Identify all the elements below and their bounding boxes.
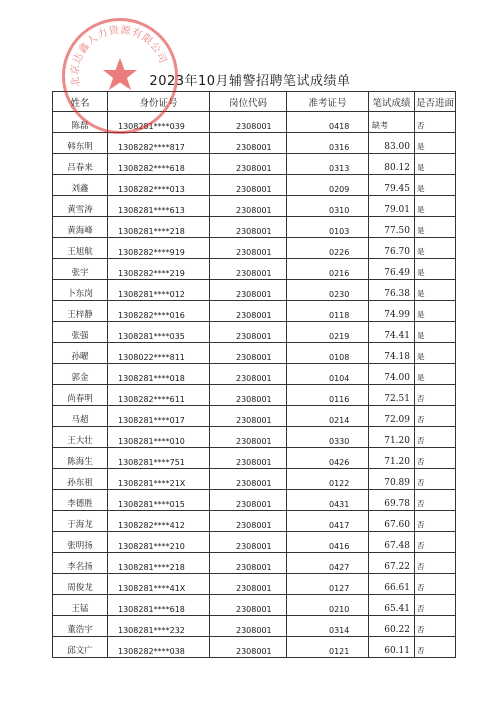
cell-score: 83.00 bbox=[369, 133, 415, 154]
table-row bbox=[53, 322, 456, 343]
col-header-score: 笔试成绩 bbox=[369, 92, 415, 112]
cell-id: 1308282****038 bbox=[108, 637, 210, 658]
table-row bbox=[53, 301, 456, 322]
cell-exam-no: 0314 bbox=[287, 616, 369, 637]
table-row bbox=[53, 196, 456, 217]
cell-post: 2308001 bbox=[210, 196, 287, 217]
cell-name: 董浩宇 bbox=[53, 616, 108, 637]
cell-post: 2308001 bbox=[210, 322, 287, 343]
cell-exam-no: 0103 bbox=[287, 217, 369, 238]
cell-name: 孙东祖 bbox=[53, 469, 108, 490]
cell-post: 2308001 bbox=[210, 574, 287, 595]
cell-id: 1308281****210 bbox=[108, 532, 210, 553]
cell-score: 72.09 bbox=[369, 406, 415, 427]
table-row bbox=[53, 154, 456, 175]
table-row bbox=[53, 112, 456, 133]
cell-id: 1308281****017 bbox=[108, 406, 210, 427]
cell-post: 2308001 bbox=[210, 427, 287, 448]
cell-id: 1308022****811 bbox=[108, 343, 210, 364]
cell-score: 76.49 bbox=[369, 259, 415, 280]
cell-score: 60.22 bbox=[369, 616, 415, 637]
cell-exam-no: 0427 bbox=[287, 553, 369, 574]
cell-id: 1308281****218 bbox=[108, 217, 210, 238]
cell-name: 王旭航 bbox=[53, 238, 108, 259]
cell-name: 张明扬 bbox=[53, 532, 108, 553]
cell-score: 79.45 bbox=[369, 175, 415, 196]
cell-name: 孙曜 bbox=[53, 343, 108, 364]
page-title: 2023年10月辅警招聘笔试成绩单 bbox=[149, 74, 351, 89]
cell-exam-no: 0416 bbox=[287, 532, 369, 553]
cell-id: 1308282****919 bbox=[108, 238, 210, 259]
cell-advance: 否 bbox=[415, 553, 456, 574]
cell-score: 79.01 bbox=[369, 196, 415, 217]
cell-exam-no: 0219 bbox=[287, 322, 369, 343]
cell-name: 尚春明 bbox=[53, 385, 108, 406]
cell-post: 2308001 bbox=[210, 259, 287, 280]
cell-id: 1308281****012 bbox=[108, 280, 210, 301]
cell-score: 76.38 bbox=[369, 280, 415, 301]
cell-score: 80.12 bbox=[369, 154, 415, 175]
table-row bbox=[53, 448, 456, 469]
cell-score: 65.41 bbox=[369, 595, 415, 616]
cell-id: 1308281****21X bbox=[108, 469, 210, 490]
cell-exam-no: 0116 bbox=[287, 385, 369, 406]
cell-exam-no: 0121 bbox=[287, 637, 369, 658]
cell-id: 1308281****035 bbox=[108, 322, 210, 343]
cell-post: 2308001 bbox=[210, 406, 287, 427]
cell-post: 2308001 bbox=[210, 553, 287, 574]
cell-advance: 是 bbox=[415, 217, 456, 238]
col-header-exam-no: 准考证号 bbox=[287, 92, 369, 112]
cell-advance: 是 bbox=[415, 343, 456, 364]
cell-name: 张强 bbox=[53, 322, 108, 343]
table-row bbox=[53, 469, 456, 490]
cell-score: 67.60 bbox=[369, 511, 415, 532]
cell-post: 2308001 bbox=[210, 532, 287, 553]
cell-post: 2308001 bbox=[210, 385, 287, 406]
cell-advance: 否 bbox=[415, 532, 456, 553]
cell-advance: 是 bbox=[415, 301, 456, 322]
cell-id: 1308281****751 bbox=[108, 448, 210, 469]
cell-score: 60.11 bbox=[369, 637, 415, 658]
cell-exam-no: 0431 bbox=[287, 490, 369, 511]
table-row bbox=[53, 532, 456, 553]
cell-advance: 是 bbox=[415, 133, 456, 154]
table-row bbox=[53, 217, 456, 238]
cell-exam-no: 0313 bbox=[287, 154, 369, 175]
cell-exam-no: 0310 bbox=[287, 196, 369, 217]
cell-post: 2308001 bbox=[210, 448, 287, 469]
cell-score: 67.48 bbox=[369, 532, 415, 553]
cell-score: 69.78 bbox=[369, 490, 415, 511]
cell-exam-no: 0330 bbox=[287, 427, 369, 448]
cell-name: 于海龙 bbox=[53, 511, 108, 532]
cell-score: 76.70 bbox=[369, 238, 415, 259]
cell-advance: 否 bbox=[415, 595, 456, 616]
cell-id: 1308282****817 bbox=[108, 133, 210, 154]
cell-score: 74.99 bbox=[369, 301, 415, 322]
cell-post: 2308001 bbox=[210, 490, 287, 511]
cell-post: 2308001 bbox=[210, 364, 287, 385]
cell-id: 1308281****218 bbox=[108, 553, 210, 574]
table-row bbox=[53, 406, 456, 427]
table-row bbox=[53, 637, 456, 658]
cell-id: 1308281****015 bbox=[108, 490, 210, 511]
cell-exam-no: 0127 bbox=[287, 574, 369, 595]
cell-advance: 否 bbox=[415, 574, 456, 595]
cell-id: 1308281****41X bbox=[108, 574, 210, 595]
cell-post: 2308001 bbox=[210, 637, 287, 658]
table-row bbox=[53, 259, 456, 280]
cell-exam-no: 0104 bbox=[287, 364, 369, 385]
cell-post: 2308001 bbox=[210, 280, 287, 301]
cell-post: 2308001 bbox=[210, 175, 287, 196]
table-row bbox=[53, 343, 456, 364]
cell-advance: 否 bbox=[415, 511, 456, 532]
cell-score: 67.22 bbox=[369, 553, 415, 574]
cell-advance: 是 bbox=[415, 322, 456, 343]
col-header-post: 岗位代码 bbox=[210, 92, 287, 112]
cell-score: 70.89 bbox=[369, 469, 415, 490]
cell-id: 1308282****013 bbox=[108, 175, 210, 196]
cell-advance: 否 bbox=[415, 490, 456, 511]
cell-id: 1308282****611 bbox=[108, 385, 210, 406]
table-row bbox=[53, 595, 456, 616]
cell-name: 黄雪涛 bbox=[53, 196, 108, 217]
cell-id: 1308282****016 bbox=[108, 301, 210, 322]
cell-name: 陈磊 bbox=[53, 112, 108, 133]
cell-post: 2308001 bbox=[210, 343, 287, 364]
cell-post: 2308001 bbox=[210, 301, 287, 322]
table-row bbox=[53, 553, 456, 574]
cell-exam-no: 0108 bbox=[287, 343, 369, 364]
cell-name: 王梓静 bbox=[53, 301, 108, 322]
cell-advance: 否 bbox=[415, 469, 456, 490]
table-row bbox=[53, 616, 456, 637]
table-row bbox=[53, 238, 456, 259]
cell-advance: 是 bbox=[415, 280, 456, 301]
cell-post: 2308001 bbox=[210, 511, 287, 532]
table-row bbox=[53, 574, 456, 595]
cell-score: 74.41 bbox=[369, 322, 415, 343]
cell-advance: 是 bbox=[415, 154, 456, 175]
cell-id: 1308281****613 bbox=[108, 196, 210, 217]
table-row bbox=[53, 427, 456, 448]
cell-name: 王锰 bbox=[53, 595, 108, 616]
cell-id: 1308281****039 bbox=[108, 112, 210, 133]
cell-name: 马超 bbox=[53, 406, 108, 427]
cell-name: 李名扬 bbox=[53, 553, 108, 574]
col-header-name: 姓名 bbox=[53, 92, 108, 112]
cell-exam-no: 0230 bbox=[287, 280, 369, 301]
seal-text: 北京达鑫人力资源有限公司 bbox=[69, 24, 169, 88]
cell-name: 郭金 bbox=[53, 364, 108, 385]
cell-score: 71.20 bbox=[369, 448, 415, 469]
cell-advance: 是 bbox=[415, 238, 456, 259]
cell-score: 74.00 bbox=[369, 364, 415, 385]
col-header-id: 身份证号 bbox=[108, 92, 210, 112]
cell-advance: 是 bbox=[415, 259, 456, 280]
cell-exam-no: 0209 bbox=[287, 175, 369, 196]
cell-id: 1308282****219 bbox=[108, 259, 210, 280]
cell-id: 1308281****618 bbox=[108, 595, 210, 616]
cell-post: 2308001 bbox=[210, 154, 287, 175]
cell-advance: 是 bbox=[415, 175, 456, 196]
cell-name: 王大壮 bbox=[53, 427, 108, 448]
cell-advance: 否 bbox=[415, 112, 456, 133]
score-table bbox=[52, 91, 456, 658]
cell-id: 1308282****412 bbox=[108, 511, 210, 532]
cell-exam-no: 0216 bbox=[287, 259, 369, 280]
cell-score: 72.51 bbox=[369, 385, 415, 406]
cell-advance: 否 bbox=[415, 385, 456, 406]
cell-name: 吕春来 bbox=[53, 154, 108, 175]
cell-advance: 否 bbox=[415, 427, 456, 448]
cell-exam-no: 0316 bbox=[287, 133, 369, 154]
table-row bbox=[53, 175, 456, 196]
cell-name: 周俊龙 bbox=[53, 574, 108, 595]
cell-name: 黄海峰 bbox=[53, 217, 108, 238]
cell-id: 1308281****010 bbox=[108, 427, 210, 448]
cell-exam-no: 0418 bbox=[287, 112, 369, 133]
table-row bbox=[53, 490, 456, 511]
cell-name: 韩东明 bbox=[53, 133, 108, 154]
cell-name: 刘鑫 bbox=[53, 175, 108, 196]
cell-post: 2308001 bbox=[210, 595, 287, 616]
cell-name: 陈海生 bbox=[53, 448, 108, 469]
cell-exam-no: 0426 bbox=[287, 448, 369, 469]
cell-post: 2308001 bbox=[210, 112, 287, 133]
table-row bbox=[53, 385, 456, 406]
cell-name: 李德胜 bbox=[53, 490, 108, 511]
cell-score: 77.50 bbox=[369, 217, 415, 238]
cell-id: 1308282****618 bbox=[108, 154, 210, 175]
cell-advance: 否 bbox=[415, 448, 456, 469]
cell-exam-no: 0210 bbox=[287, 595, 369, 616]
table-row bbox=[53, 280, 456, 301]
cell-advance: 否 bbox=[415, 406, 456, 427]
cell-score: 74.18 bbox=[369, 343, 415, 364]
cell-name: 邱文广 bbox=[53, 637, 108, 658]
cell-score: 71.20 bbox=[369, 427, 415, 448]
cell-advance: 否 bbox=[415, 637, 456, 658]
table-row bbox=[53, 133, 456, 154]
cell-id: 1308281****232 bbox=[108, 616, 210, 637]
col-header-advance: 是否进面 bbox=[415, 92, 456, 112]
cell-post: 2308001 bbox=[210, 469, 287, 490]
cell-advance: 是 bbox=[415, 364, 456, 385]
cell-post: 2308001 bbox=[210, 217, 287, 238]
cell-id: 1308281****018 bbox=[108, 364, 210, 385]
cell-exam-no: 0122 bbox=[287, 469, 369, 490]
cell-advance: 是 bbox=[415, 196, 456, 217]
table-row bbox=[53, 511, 456, 532]
cell-exam-no: 0417 bbox=[287, 511, 369, 532]
cell-score: 缺考 bbox=[369, 112, 415, 133]
cell-exam-no: 0118 bbox=[287, 301, 369, 322]
cell-name: 张宇 bbox=[53, 259, 108, 280]
cell-post: 2308001 bbox=[210, 616, 287, 637]
cell-score: 66.61 bbox=[369, 574, 415, 595]
cell-exam-no: 0226 bbox=[287, 238, 369, 259]
table-row bbox=[53, 364, 456, 385]
cell-post: 2308001 bbox=[210, 238, 287, 259]
cell-exam-no: 0214 bbox=[287, 406, 369, 427]
cell-name: 卜东岗 bbox=[53, 280, 108, 301]
cell-advance: 否 bbox=[415, 616, 456, 637]
cell-post: 2308001 bbox=[210, 133, 287, 154]
table-header-row bbox=[53, 92, 456, 112]
